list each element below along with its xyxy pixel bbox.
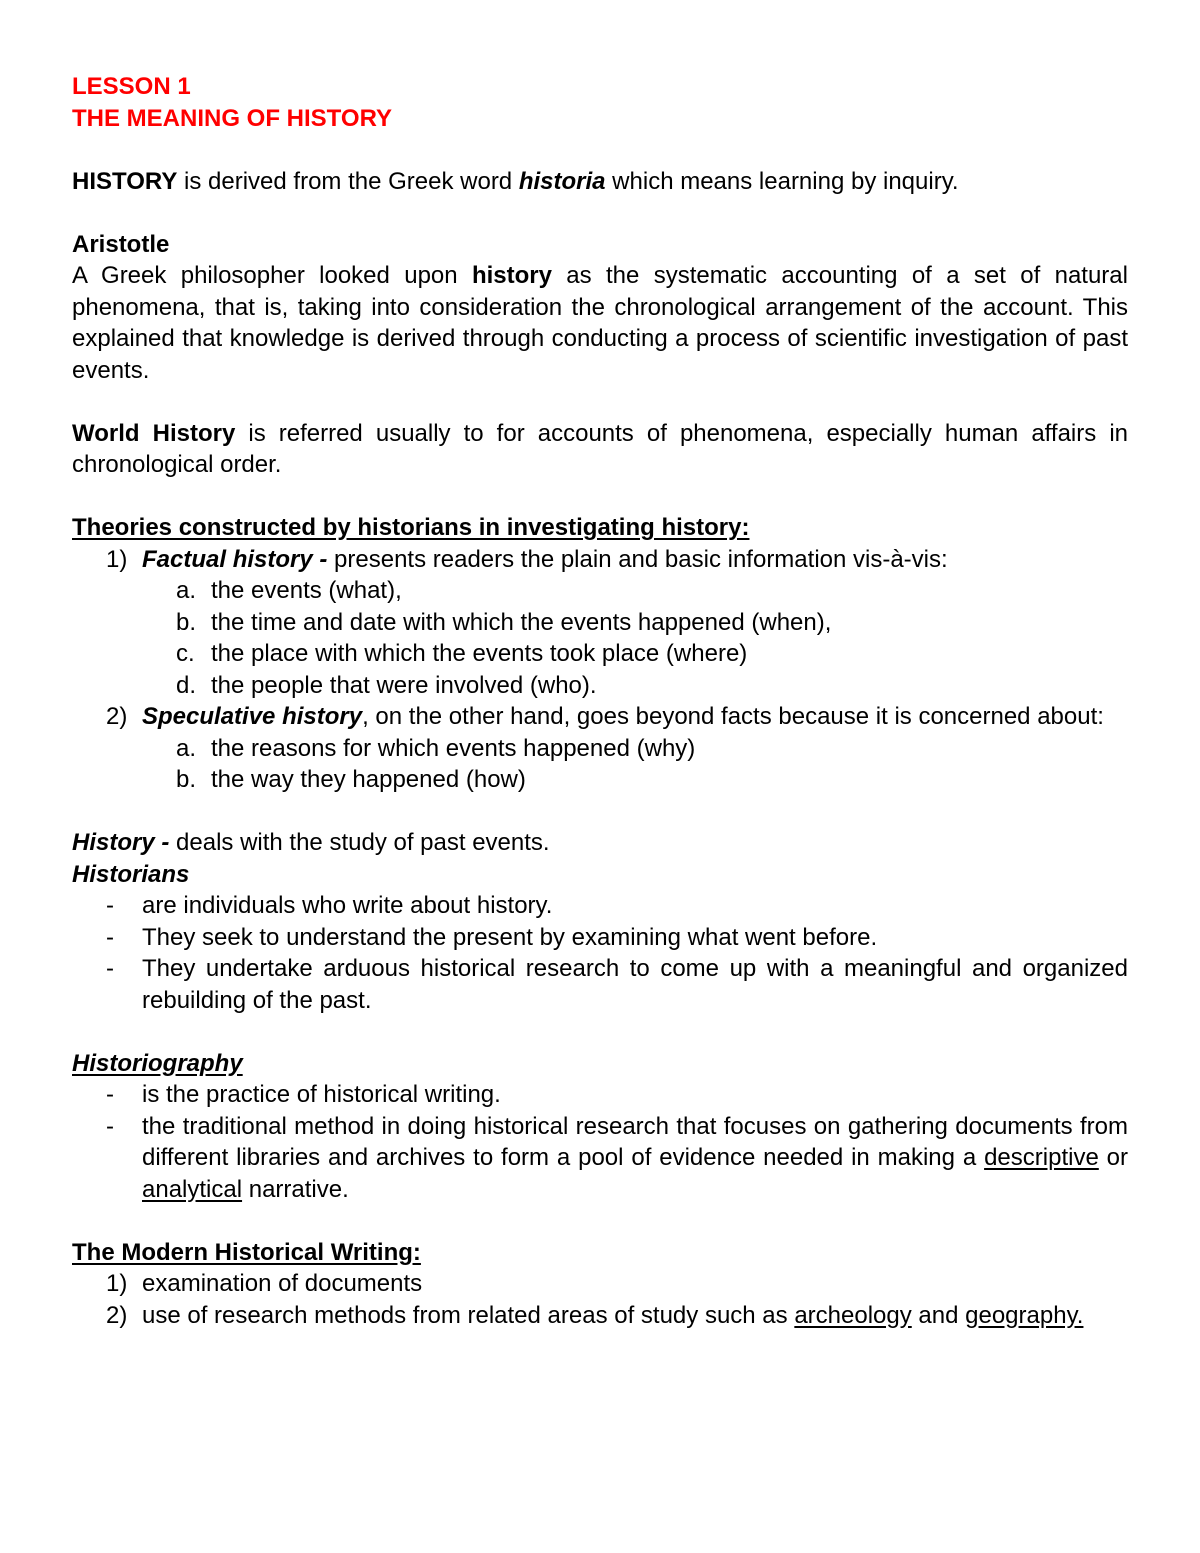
intro-greek-word: historia [518,167,606,195]
theories-heading: Theories constructed by historians in investigating history: [72,514,750,541]
theory-term: Speculative history [142,703,363,730]
list-item: 1) examination of documents [106,1270,423,1297]
historians-heading: Historians [72,860,190,888]
list-item: 2) use of research methods from related areas of study such as archeology and geography. [106,1301,1084,1329]
history-definition: History - deals with the study of past events. [72,829,550,856]
aristotle-paragraph: A Greek philosopher looked upon history as the systematic accounting of a set of natural phenomena, that is, taking into consideration the chronological arrangement of the account. This explained that knowledge is derived through conducting a process of scientific investigation of past events. [72,262,1128,384]
world-history-term: World History [72,419,236,447]
theory-term: Factual history - [142,545,328,573]
intro-text-b: which means learning by inquiry. [605,167,959,195]
list-item: a. the reasons for which events happened (why) [176,734,696,762]
geography-term: geography. [965,1301,1084,1329]
list-item: c. the place with which the events took place (where) [176,640,748,667]
list-item: - are individuals who write about history. [106,892,553,919]
intro-term: HISTORY [72,167,178,195]
archeology-term: archeology [794,1301,912,1329]
intro-text-a: is derived from the Greek word [177,167,519,195]
history-term: History - [72,829,170,856]
intro-paragraph [72,166,1128,198]
list-item: - is the practice of historical writing. [106,1081,501,1108]
list-item: d. the people that were involved (who). [176,671,597,699]
list-item: b. the time and date with which the events happened (when), [176,608,832,636]
theory-item-2: 2) Speculative history, on the other hand, goes beyond facts because it is concerned about: [72,701,1128,733]
descriptive-term: descriptive [984,1144,1099,1171]
lesson-number: LESSON 1 [72,73,191,100]
analytical-term: analytical [142,1175,243,1203]
list-item: - the traditional method in doing historical research that focuses on gathering documents from different libraries and archives to form a pool of evidence needed in making a descriptive or analytical narrative. [106,1112,1128,1203]
lesson-title: THE MEANING OF HISTORY [72,104,393,132]
aristotle-heading: Aristotle [72,230,170,258]
world-history-paragraph: World History is referred usually to for accounts of phenomena, especially human affairs in chronological order. [72,419,1128,478]
list-item: a. the events (what), [176,577,402,604]
theory-number: 2) [106,703,128,730]
historiography-heading: Historiography [72,1049,243,1077]
modern-writing-heading: The Modern Historical Writing: [72,1238,421,1266]
aristotle-term: history [471,262,552,289]
theory-number: 1) [106,545,128,573]
theory-item-1: 1) Factual history - presents readers the plain and basic information vis-à-vis: [72,544,1128,576]
list-item: - They undertake arduous historical research to come up with a meaningful and organized rebuilding of the past. [106,955,1128,1014]
list-item: b. the way they happened (how) [176,766,526,793]
list-item: - They seek to understand the present by examining what went before. [106,923,878,951]
